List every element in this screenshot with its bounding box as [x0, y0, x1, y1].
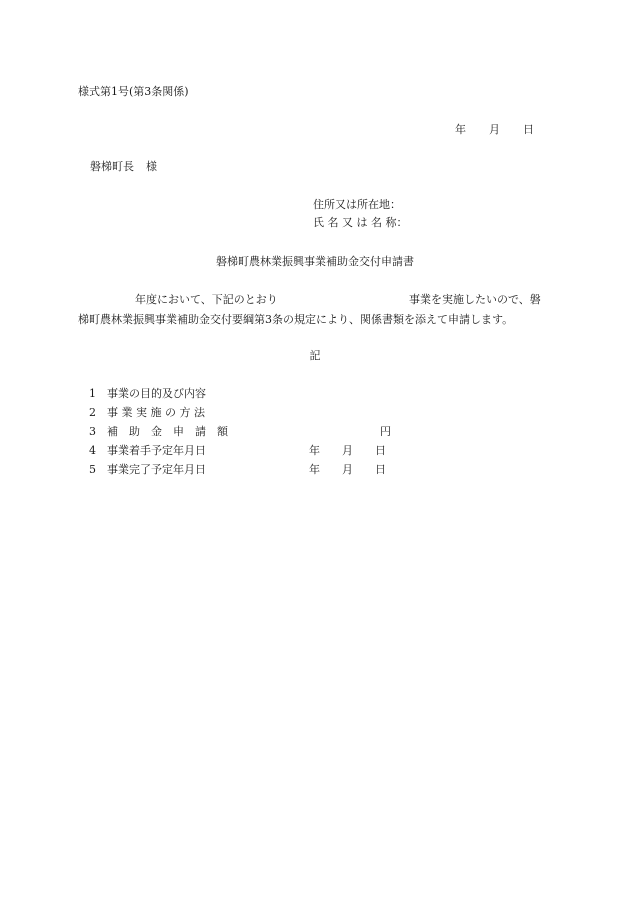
item-number: 4: [89, 444, 96, 457]
end-day: 日: [375, 463, 386, 476]
item-label: 事 業 実 施 の 方 法: [107, 406, 205, 419]
addressee-name: 磐梯町長: [90, 160, 134, 173]
form-number: 様式第1号(第3条関係): [78, 85, 189, 98]
item-number: 2: [89, 406, 96, 419]
start-month: 月: [342, 444, 353, 457]
end-date: [309, 464, 386, 475]
end-month: 月: [342, 463, 353, 476]
item-number: 3: [89, 425, 96, 438]
date-line: [455, 124, 534, 135]
amount-unit: 円: [380, 425, 391, 438]
item-number: 1: [89, 387, 96, 400]
list-item: [89, 407, 205, 418]
item-label: 事業完了予定年月日: [107, 463, 206, 476]
list-item: [89, 464, 206, 475]
end-year: 年: [309, 463, 320, 476]
body-business: 事業を実施したいので、磐: [409, 293, 541, 306]
list-item: [89, 445, 206, 456]
item-label: 事業の目的及び内容: [107, 387, 206, 400]
start-year: 年: [309, 444, 320, 457]
applicant-name-label: 氏 名 又 は 名 称：: [313, 216, 408, 229]
item-label: 補 助 金 申 請 額: [107, 425, 228, 438]
addressee: [90, 161, 157, 172]
body-line-2: 梯町農林業振興事業補助金交付要綱第3条の規定により、関係書類を添えて申請します。: [78, 313, 514, 326]
addressee-honorific: 様: [146, 160, 157, 173]
ki-heading: 記: [309, 349, 321, 362]
document-title: 磐梯町農林業振興事業補助金交付申請書: [216, 255, 414, 268]
item-label: 事業着手予定年月日: [107, 444, 206, 457]
start-day: 日: [375, 444, 386, 457]
list-item: [89, 426, 228, 437]
item-number: 5: [89, 463, 96, 476]
list-item: [89, 388, 206, 399]
date-day: 日: [523, 123, 534, 136]
start-date: [309, 445, 386, 456]
date-year: 年: [455, 123, 466, 136]
date-month: 月: [489, 123, 500, 136]
applicant-address-label: 住所又は所在地：: [313, 198, 401, 211]
body-fiscal-year: 年度において、下記のとおり: [135, 293, 278, 306]
